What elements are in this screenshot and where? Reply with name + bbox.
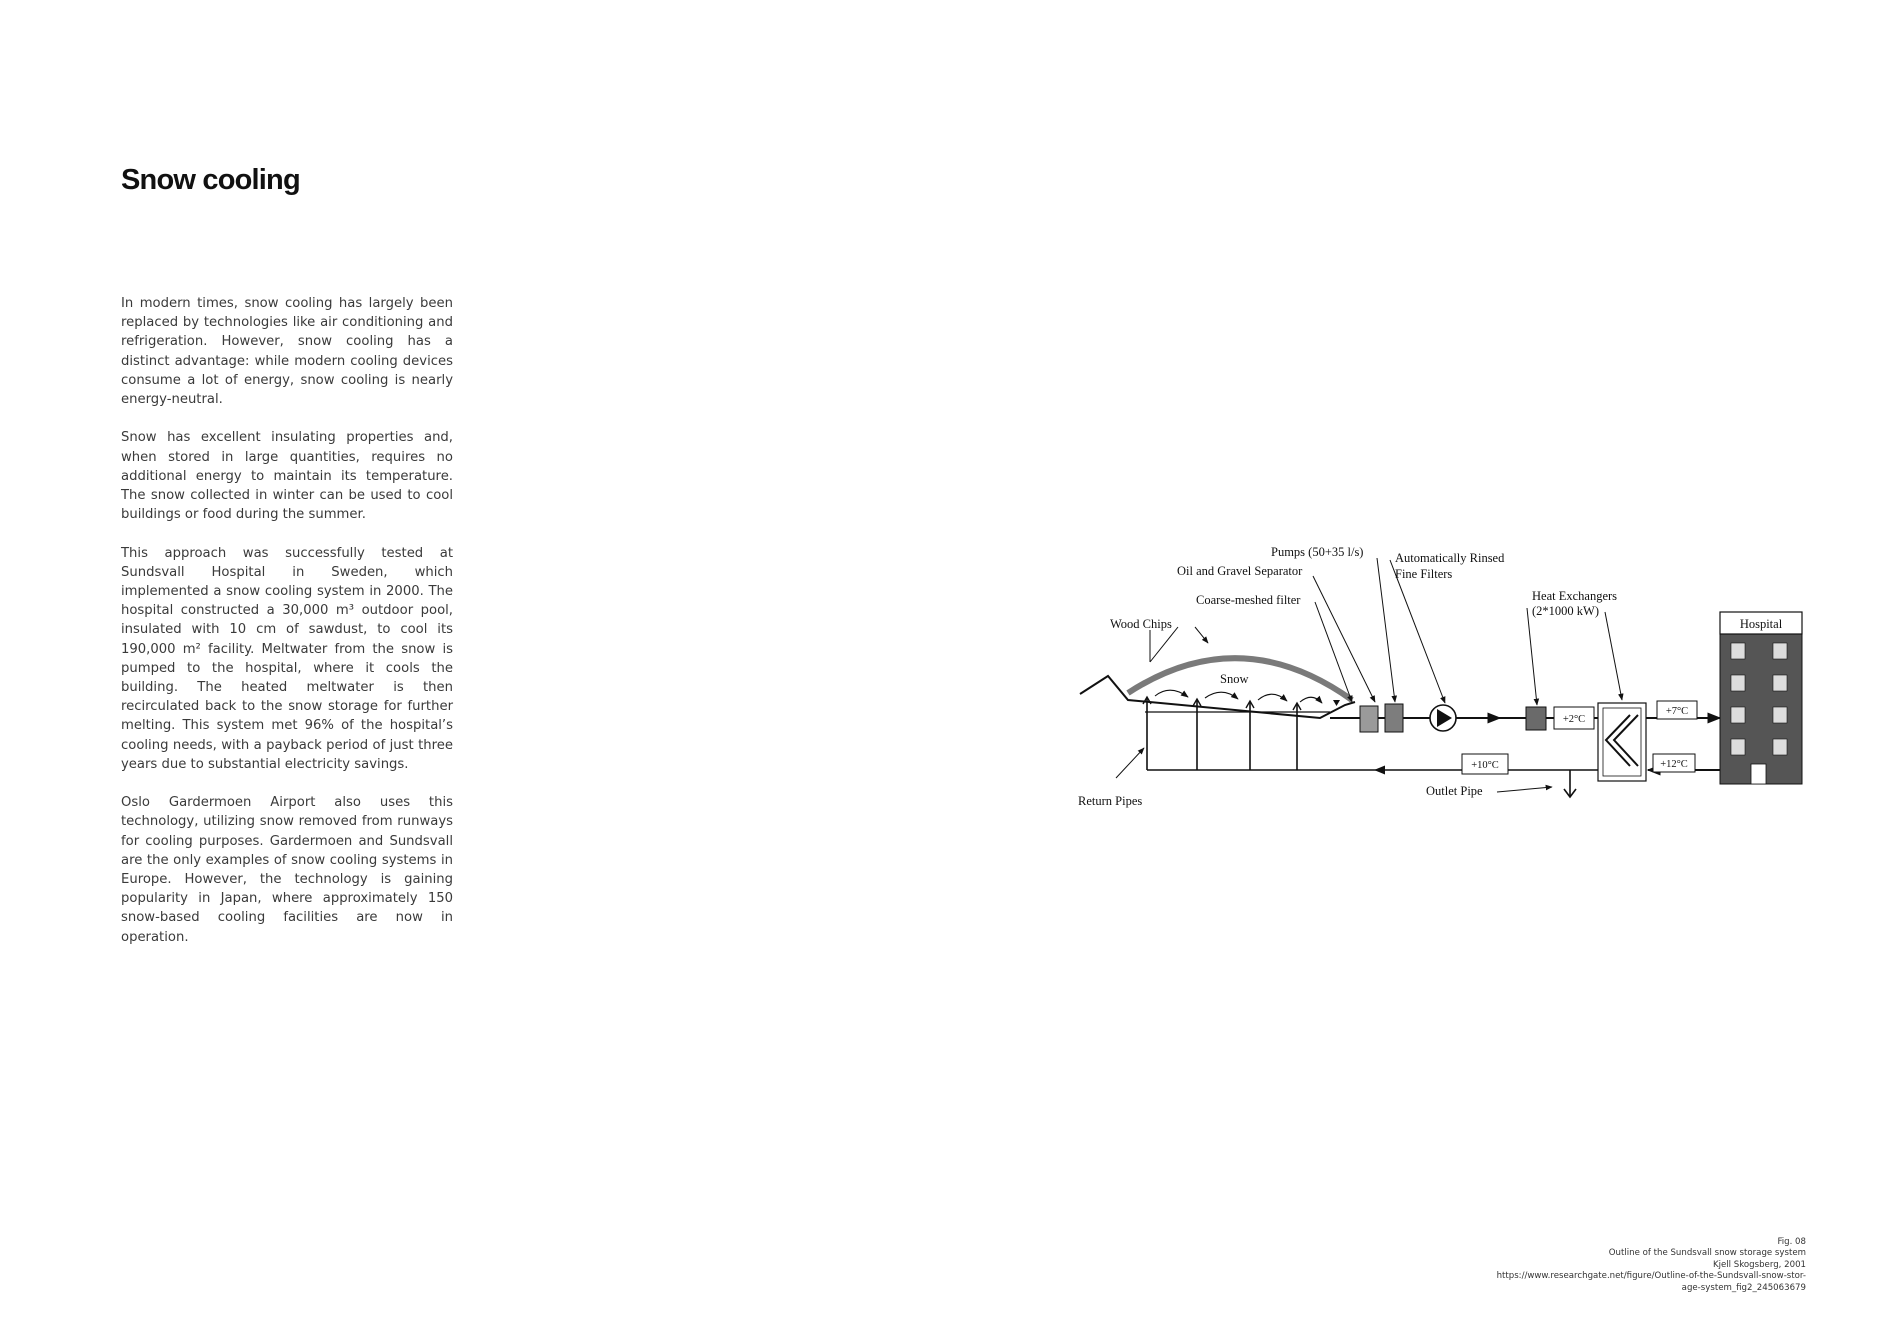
caption-author: Kjell Skogsberg, 2001	[1712, 1259, 1806, 1270]
label-filters-2: Fine Filters	[1395, 567, 1453, 581]
paragraph-3: This approach was successfully tested at Sundsvall Hospital in Sweden, which implemented a snow cooling system in 2000. The hospital constructed a 30,000 m³ outdoor pool, insulated with 10 cm of sawdust, to cool its 190,000 m² facility. Meltwater from the snow is pumped to the hospital, where it cools the building. The heated meltwater is then recirculated back to the snow storage for further melting. This system met 96% of the hospital’s cooling needs, with a payback period of just three years due to substantial electricity savings.	[121, 545, 453, 772]
label-outlet-pipe: Outlet Pipe	[1426, 784, 1483, 798]
snow-flow-arrows	[1155, 690, 1322, 703]
label-wood-chips: Wood Chips	[1110, 617, 1172, 631]
body-text	[121, 294, 453, 966]
separator-box-2	[1385, 704, 1403, 732]
temp-plus10: +10°C	[1471, 760, 1499, 771]
paragraph-4: Oslo Gardermoen Airport also uses this technology, utilizing snow removed from runways for cooling purposes. Gardermoen and Sundsvall are the only examples of snow cooling systems in Europe. However, the technology is gaining popularity in Japan, where approximately 150 snow-based cooling facilities are now in operation.	[121, 795, 453, 945]
caption-url-2: age-system_fig2_245063679	[1681, 1282, 1806, 1293]
heat-exchanger-box	[1598, 703, 1646, 781]
separator-box-1	[1360, 706, 1378, 732]
temp-plus2: +2°C	[1562, 714, 1586, 725]
label-filters-1: Automatically Rinsed	[1395, 551, 1505, 565]
caption-title: Outline of the Sundsvall snow storage system	[1608, 1248, 1806, 1259]
water-level-marker	[1333, 700, 1340, 706]
paragraph-2: Snow has excellent insulating properties and, when stored in large quantities, requires no additional energy to maintain its temperature. The snow collected in winter can be used to cool buildings or food during the summer.	[121, 430, 453, 523]
label-heat-exchangers-2: (2*1000 kW)	[1532, 604, 1599, 618]
paragraph-1: In modern times, snow cooling has largely been replaced by technologies like air conditioning and refrigeration. However, snow cooling has a distinct advantage: while modern cooling devices consume a lot of energy, snow cooling is nearly energy-neutral.	[121, 296, 453, 408]
label-heat-exchangers-1: Heat Exchangers	[1532, 589, 1618, 603]
figure-caption	[1386, 1237, 1806, 1294]
fine-filter-box	[1526, 707, 1546, 730]
label-return-pipes: Return Pipes	[1078, 794, 1143, 808]
hospital-label: Hospital	[1739, 617, 1783, 631]
label-coarse-filter: Coarse-meshed filter	[1196, 593, 1301, 607]
label-separator: Oil and Gravel Separator	[1177, 564, 1303, 578]
temp-plus12: +12°C	[1660, 759, 1688, 770]
caption-fig-number: Fig. 08	[1777, 1237, 1806, 1247]
label-pumps: Pumps (50+35 l/s)	[1271, 545, 1364, 559]
page-title: Snow cooling	[121, 164, 300, 196]
caption-url-1: https://www.researchgate.net/figure/Outline-of-the-Sundsvall-snow-stor-	[1496, 1271, 1806, 1282]
hospital-door	[1751, 764, 1766, 784]
temp-plus7: +7°C	[1665, 706, 1689, 717]
snow-storage-diagram	[1060, 530, 1820, 820]
label-snow: Snow	[1220, 672, 1249, 686]
